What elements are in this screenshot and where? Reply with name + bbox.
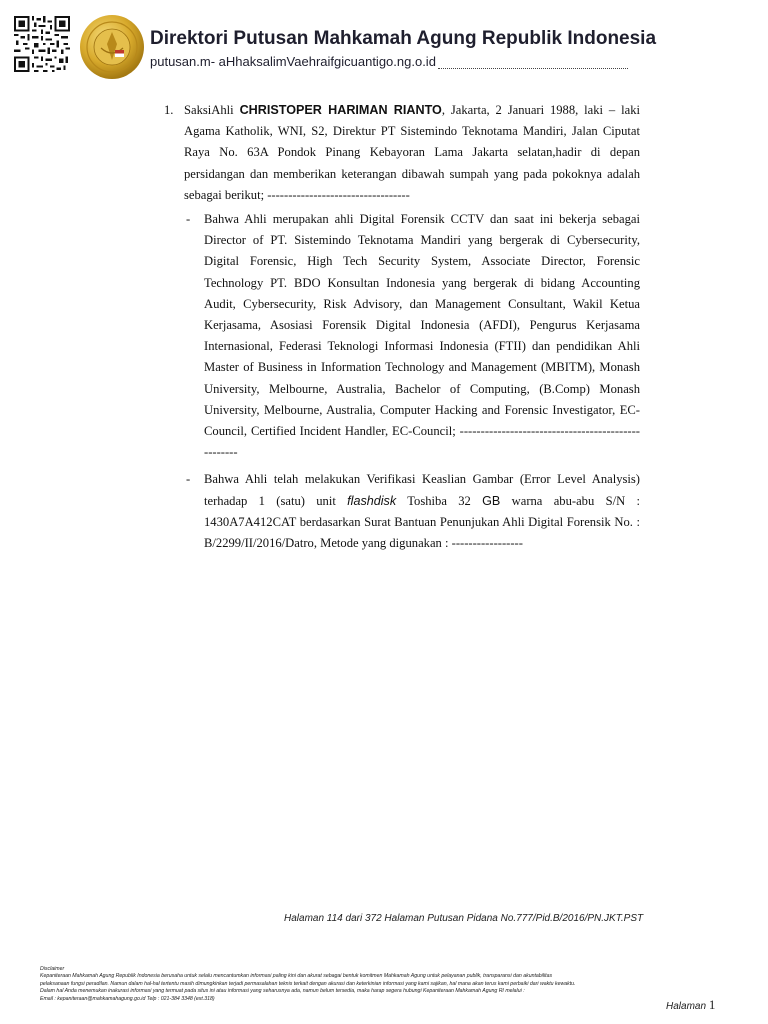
witness-name: CHRISTOPER HARIMAN RIANTO [239, 103, 442, 117]
bullet-text: Bahwa Ahli merupakan ahli Digital Forensik CCTV dan saat ini bekerja sebagai Director of PT. Sistemindo Teknotama Mandiri yang bergerak di Cybersecurity, Digital Forensic, High Tech Security System, Associate Director, Forensic Technology PT. BDO Konsultan Indonesia yang bergerak di bidang Accounting Audit, Cybersecurity, Risk Advisory, dan Management Consultant, Wakil Ketua Kerjasama, Asosiasi Forensik Digital Indonesia (AFDI), Pengurus Kerjasama Internasional, Federasi Teknologi Informasi Indonesia (FTII) dan pendidikan Ahli Master of Business in Information Technology and Management (MBITM), Monash University, Melbourne, Australia, Bachelor of Computing, (B.Comp) Monash University, Melbourne, Australia, Computer Hacking and Forensic Investigator, EC-Council, Certified Incident Handler, EC-Council; --------------------------------------------------- [204, 212, 640, 460]
site-url[interactable]: putusan.m- aHhaksalimVaehraifgicuantigo.ng.o.id [150, 54, 628, 69]
item-text: SaksiAhli CHRISTOPER HARIMAN RIANTO, Jakarta, 2 Januari 1988, laki – laki Agama Katholik, WNI, S2, Direktur PT Sistemindo Teknotama Mandiri, Jalan Ciputat Raya No. 63A Pondok Pinang Kebayoran Lama Jakarta selatan,hadir di depan persidangan dan memberikan keterangan dibawah sumpah yang pada pokoknya adalah sebagai berikut; ---------------------------------- [184, 103, 640, 202]
page-number: Halaman 1 [666, 997, 716, 1012]
document-body [164, 100, 640, 554]
disclaimer: Disclaimer Kepaniteraan Mahkamah Agung Republik Indonesia berusaha untuk selalu mencantumkan informasi paling kini dan akurat sebagai bentuk komitmen Mahkamah Agung untuk pelayanan publik, transparansi dan akuntabilitas pelaksanaan fungsi peradilan. Namun dalam hal-hal tertentu masih dimungkinkan terjadi permasalahan teknis terkait dengan akurasi dan keterkinian informasi yang kami sajikan, hal mana akan terus kami perbaiki dari waktu kewaktu. Dalam hal Anda menemukan inakurasi informasi yang termuat pada situs ini atau informasi yang seharusnya ada, namun belum tersedia, maka harap segera hubungi Kepaniteraan Mahkamah Agung RI melalui : Email : kepaniteraan@mahkamahagung.go.id Telp : 021-384 3348 (ext.318) [40, 966, 576, 1002]
witness-item [164, 100, 640, 206]
bullet-paragraph: - Bahwa Ahli telah melakukan Verifikasi Keaslian Gambar (Error Level Analysis) terhadap 1 (satu) unit flashdisk Toshiba 32 GB warna abu-abu S/N : 1430A7A412CAT berdasarkan Surat Bantuan Penunjukan Ahli Digital Forensik No. : B/2299/II/2016/Datro, Metode yang digunakan : ----------------- [186, 469, 640, 554]
site-title: Direktori Putusan Mahkamah Agung Republik Indonesia [150, 28, 657, 49]
bullet-paragraph: - Bahwa Ahli merupakan ahli Digital Forensik CCTV dan saat ini bekerja sebagai Director of PT. Sistemindo Teknotama Mandiri yang bergerak di Cybersecurity, Digital Forensic, High Tech Security System, Associate Director, Forensic Technology PT. BDO Konsultan Indonesia yang bergerak di bidang Accounting Audit, Cybersecurity, Risk Advisory, dan Management Consultant, Wakil Ketua Kerjasama, Asosiasi Forensik Digital Indonesia (AFDI), Pengurus Kerjasama Internasional, Federasi Teknologi Informasi Indonesia (FTII) dan pendidikan Ahli Master of Business in Information Technology and Management (MBITM), Monash University, Melbourne, Australia, Bachelor of Computing, (B.Comp) Monash University, Melbourne, Australia, Computer Hacking and Forensic Investigator, EC-Council, Certified Incident Handler, EC-Council; --------------------------------------------------- [186, 209, 640, 463]
item-number: 1. [164, 103, 174, 117]
bullet-text: Bahwa Ahli telah melakukan Verifikasi Keaslian Gambar (Error Level Analysis) terhadap 1 (satu) unit flashdisk Toshiba 32 GB warna abu-abu S/N : 1430A7A412CAT berdasarkan Surat Bantuan Penunjukan Ahli Digital Forensik No. : B/2299/II/2016/Datro, Metode yang digunakan : ----------------- [204, 472, 640, 551]
qr-code [14, 16, 70, 72]
mahkamah-agung-seal-logo [79, 14, 145, 80]
page-reference: Halaman 114 dari 372 Halaman Putusan Pidana No.777/Pid.B/2016/PN.JKT.PST [284, 913, 644, 924]
